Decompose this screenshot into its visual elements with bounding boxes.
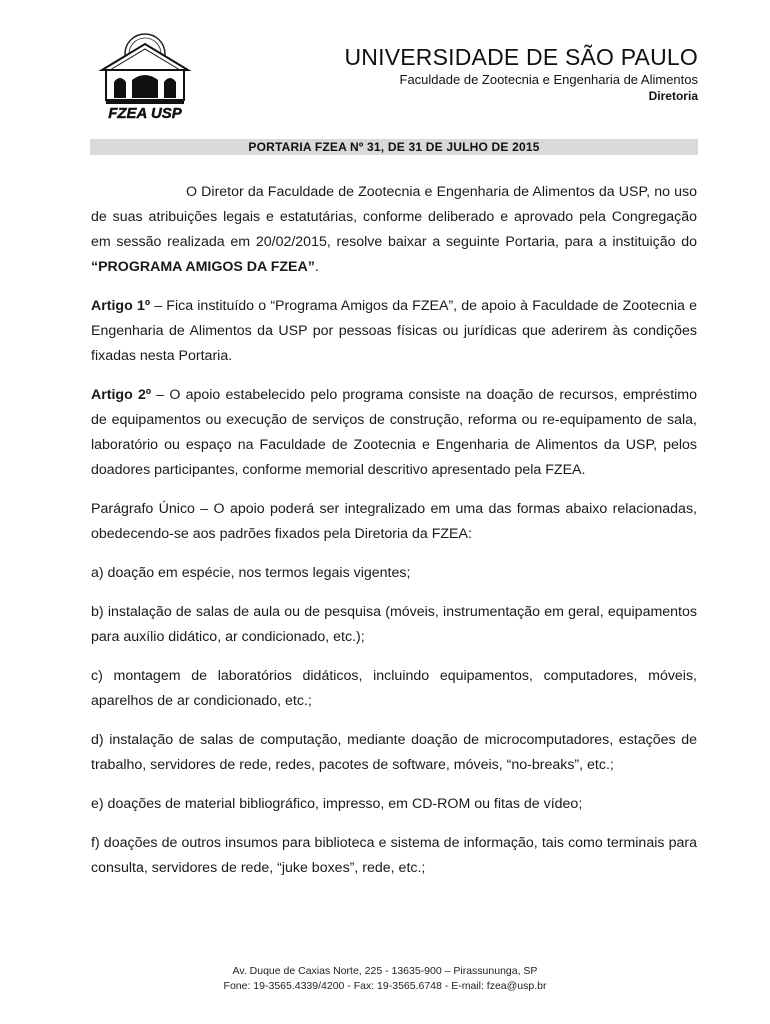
- intro-end: .: [314, 259, 319, 275]
- article-2: [91, 383, 697, 483]
- list-item-b: b) instalação de salas de aula ou de pesquisa (móveis, instrumentação em geral, equipamentos para auxílio didático, ar condicionado, etc.);: [91, 604, 697, 645]
- logo-text: FZEA USP: [108, 105, 182, 122]
- paragraph-unico: Parágrafo Único – O apoio poderá ser integralizado em uma das formas abaixo relacionadas, obedecendo-se aos padrões fixados pela Diretoria da FZEA:: [91, 501, 697, 542]
- page-footer: [0, 964, 770, 994]
- footer-address: Av. Duque de Caxias Norte, 225 - 13635-900 – Pirassununga, SP: [232, 965, 538, 977]
- list-item-d: d) instalação de salas de computação, mediante doação de microcomputadores, estações de trabalho, servidores de rede, redes, pacotes de software, móveis, “no-breaks”, etc.;: [91, 732, 697, 773]
- list-item-c: c) montagem de laboratórios didáticos, incluindo equipamentos, computadores, móveis, aparelhos de ar condicionado, etc.;: [91, 668, 697, 709]
- article-2-text: – O apoio estabelecido pelo programa consiste na doação de recursos, empréstimo de equipamentos ou execução de serviços de construção, reforma ou re-equipamento de sala, laboratório ou espaço na Faculdade de Zootecnia e Engenharia de Alimentos da USP, pelos doadores participantes, conforme memorial descritivo apresentado pela FZEA.: [91, 387, 697, 478]
- article-1-text: – Fica instituído o “Programa Amigos da FZEA”, de apoio à Faculdade de Zootecnia e Engenharia de Alimentos da USP por pessoas físicas ou jurídicas que aderirem às condições fixadas nesta Portaria.: [91, 298, 698, 364]
- document-title: PORTARIA FZEA Nº 31, DE 31 DE JULHO DE 2015: [90, 139, 698, 155]
- faculty-name: Faculdade de Zootecnia e Engenharia de Alimentos: [399, 72, 698, 87]
- intro-paragraph: [91, 180, 697, 280]
- list-item-f: f) doações de outros insumos para biblioteca e sistema de informação, tais como terminais para consulta, servidores de rede, “juke boxes”, rede, etc.;: [91, 835, 697, 876]
- program-name: “PROGRAMA AMIGOS DA FZEA”: [91, 259, 315, 275]
- list-item-a: a) doação em espécie, nos termos legais vigentes;: [91, 565, 411, 581]
- article-1-label: Artigo 1º: [91, 298, 151, 314]
- list-item-e: e) doações de material bibliográfico, impresso, em CD-ROM ou fitas de vídeo;: [91, 796, 583, 812]
- article-1: [91, 294, 697, 369]
- document-body: [91, 180, 697, 895]
- department-name: Diretoria: [648, 89, 698, 103]
- fzea-usp-logo: [92, 30, 198, 122]
- university-name: UNIVERSIDADE DE SÃO PAULO: [344, 44, 698, 70]
- footer-contact: Fone: 19-3565.4339/4200 - Fax: 19-3565.6748 - E-mail: fzea@usp.br: [223, 980, 547, 992]
- intro-text: O Diretor da Faculdade de Zootecnia e Engenharia de Alimentos da USP, no uso de suas atribuições legais e estatutárias, conforme deliberado e aprovado pela Congregação em sessão realizada em 20/02/2015, resolve baixar a seguinte Portaria, para a instituição do: [91, 184, 697, 250]
- article-2-label: Artigo 2º: [91, 387, 152, 403]
